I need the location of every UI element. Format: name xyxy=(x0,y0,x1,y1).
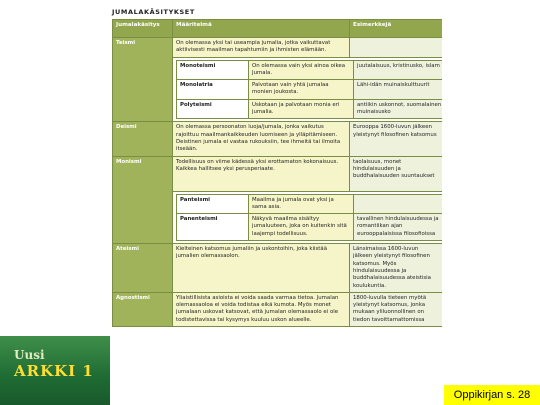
definition-teismi: On olemassa yksi tai useampia jumalia, jotka vaikuttavat aktiivisesti maailman tapahtumiin ja ihmisten elämään. xyxy=(173,38,350,58)
subconcept-polyteismi: Polyteismi xyxy=(177,99,249,119)
table-row xyxy=(113,292,443,326)
logo-text-arkki: ARKKI 1 xyxy=(14,362,94,380)
subconcept-panteismi: Panteismi xyxy=(177,194,249,214)
definition-deismi: On olemassa persoonaton luoja/jumala, jonka vaikutus rajoittuu maailmankaikkeuden luomiseen ja ylläpitämiseen. Deistinen jumala ei vastaa rukouksiin, tee ihmeitä tai ilmoita itseään. xyxy=(173,122,350,156)
concept-monismi: Monismi xyxy=(113,156,173,243)
examples-teismi xyxy=(350,38,443,58)
subconcept-panenteismi: Panenteismi xyxy=(177,214,249,241)
table-header-row xyxy=(113,20,443,38)
page-title: JUMALAKÄSITYKSET xyxy=(112,8,195,16)
definition-panteismi: Maailma ja jumala ovat yksi ja sama asia. xyxy=(249,194,354,214)
table-row xyxy=(113,156,443,191)
document-page xyxy=(112,19,442,405)
definition-monolatria: Palvotaan vain yhtä jumalaa monien joukosta. xyxy=(249,80,354,100)
examples-polyteismi: antiikin uskonnot, suomalainen muinaisusko xyxy=(354,99,443,119)
header-concept: Jumalakäsitys xyxy=(113,20,173,38)
concept-agnostismi: Agnostismi xyxy=(113,292,173,326)
examples-panteismi xyxy=(354,194,443,214)
examples-panenteismi: tavallinen hindulaisuudessa ja romantiikan ajan eurooppalaisissa filosofioissa xyxy=(354,214,443,241)
logo-text-uusi: Uusi xyxy=(14,348,45,362)
subconcept-monolatria: Monolatria xyxy=(177,80,249,100)
concept-teismi: Teismi xyxy=(113,38,173,122)
header-examples: Esimerkkejä xyxy=(350,20,443,38)
header-definition: Määritelmä xyxy=(173,20,350,38)
examples-deismi: Eurooppa 1600-luvun jälkeen yleistynyt filosofinen katsomus xyxy=(350,122,443,156)
subtype-row xyxy=(177,214,443,241)
subtype-row xyxy=(177,60,443,80)
subtype-row xyxy=(177,80,443,100)
monismi-subtypes xyxy=(173,191,443,243)
examples-ateismi: Länsimaissa 1600-luvun jälkeen yleistynyt filosofinen katsomus. Myös hindulaisuudessa ja buddhalaisuudessa ateistisia koulukuntia. xyxy=(350,244,443,293)
examples-monolatria: Lähi-idän muinaiskulttuurit xyxy=(354,80,443,100)
examples-monoteismi: juutalaisuus, kristinusko, islam xyxy=(354,60,443,80)
subtype-table xyxy=(176,60,442,120)
table-row xyxy=(113,122,443,156)
examples-agnostismi: 1800-luvulla tieteen myötä yleistynyt katsomus, jonka mukaan yliluonnollinen on tiedon tavoittamattomissa xyxy=(350,292,443,326)
book-logo xyxy=(0,336,110,405)
definition-monoteismi: On olemassa vain yksi ainoa oikea Jumala. xyxy=(249,60,354,80)
concept-ateismi: Ateismi xyxy=(113,244,173,293)
subtype-row xyxy=(177,99,443,119)
examples-monismi: taolaisuus, monet hindulaisuuden ja buddhalaisuuden suuntaukset xyxy=(350,156,443,191)
table-row xyxy=(113,38,443,58)
teismi-subtypes xyxy=(173,57,443,122)
concept-deismi: Deismi xyxy=(113,122,173,156)
concept-table xyxy=(112,19,442,327)
definition-monismi: Todellisuus on viime kädessä yksi erottamaton kokonaisuus. Kaikkea hallitsee yksi perusperiaate. xyxy=(173,156,350,191)
subconcept-monoteismi: Monoteismi xyxy=(177,60,249,80)
subtype-row xyxy=(177,194,443,214)
definition-panenteismi: Näkyvä maailma sisältyy jumaluuteen, joka on kuitenkin sitä laajempi todellisuus. xyxy=(249,214,354,241)
textbook-page-reference: Oppikirjan s. 28 xyxy=(444,385,540,405)
table-row xyxy=(113,244,443,293)
definition-agnostismi: Yliaistillisista asioista ei voida saada varmaa tietoa. Jumalan olemassaoloa ei voida todistaa eikä kumota. Myös monet jumalaan uskovat katsovat, että jumalan olemassaolo ei ole todistettavissa tai kysymys kuuluu uskon alueelle. xyxy=(173,292,350,326)
definition-ateismi: Kielteinen katsomus jumaliin ja uskontoihin, joka kiistää jumalien olemassaolon. xyxy=(173,244,350,293)
subtype-table xyxy=(176,194,442,241)
definition-polyteismi: Uskotaan ja palvotaan monia eri jumalia. xyxy=(249,99,354,119)
